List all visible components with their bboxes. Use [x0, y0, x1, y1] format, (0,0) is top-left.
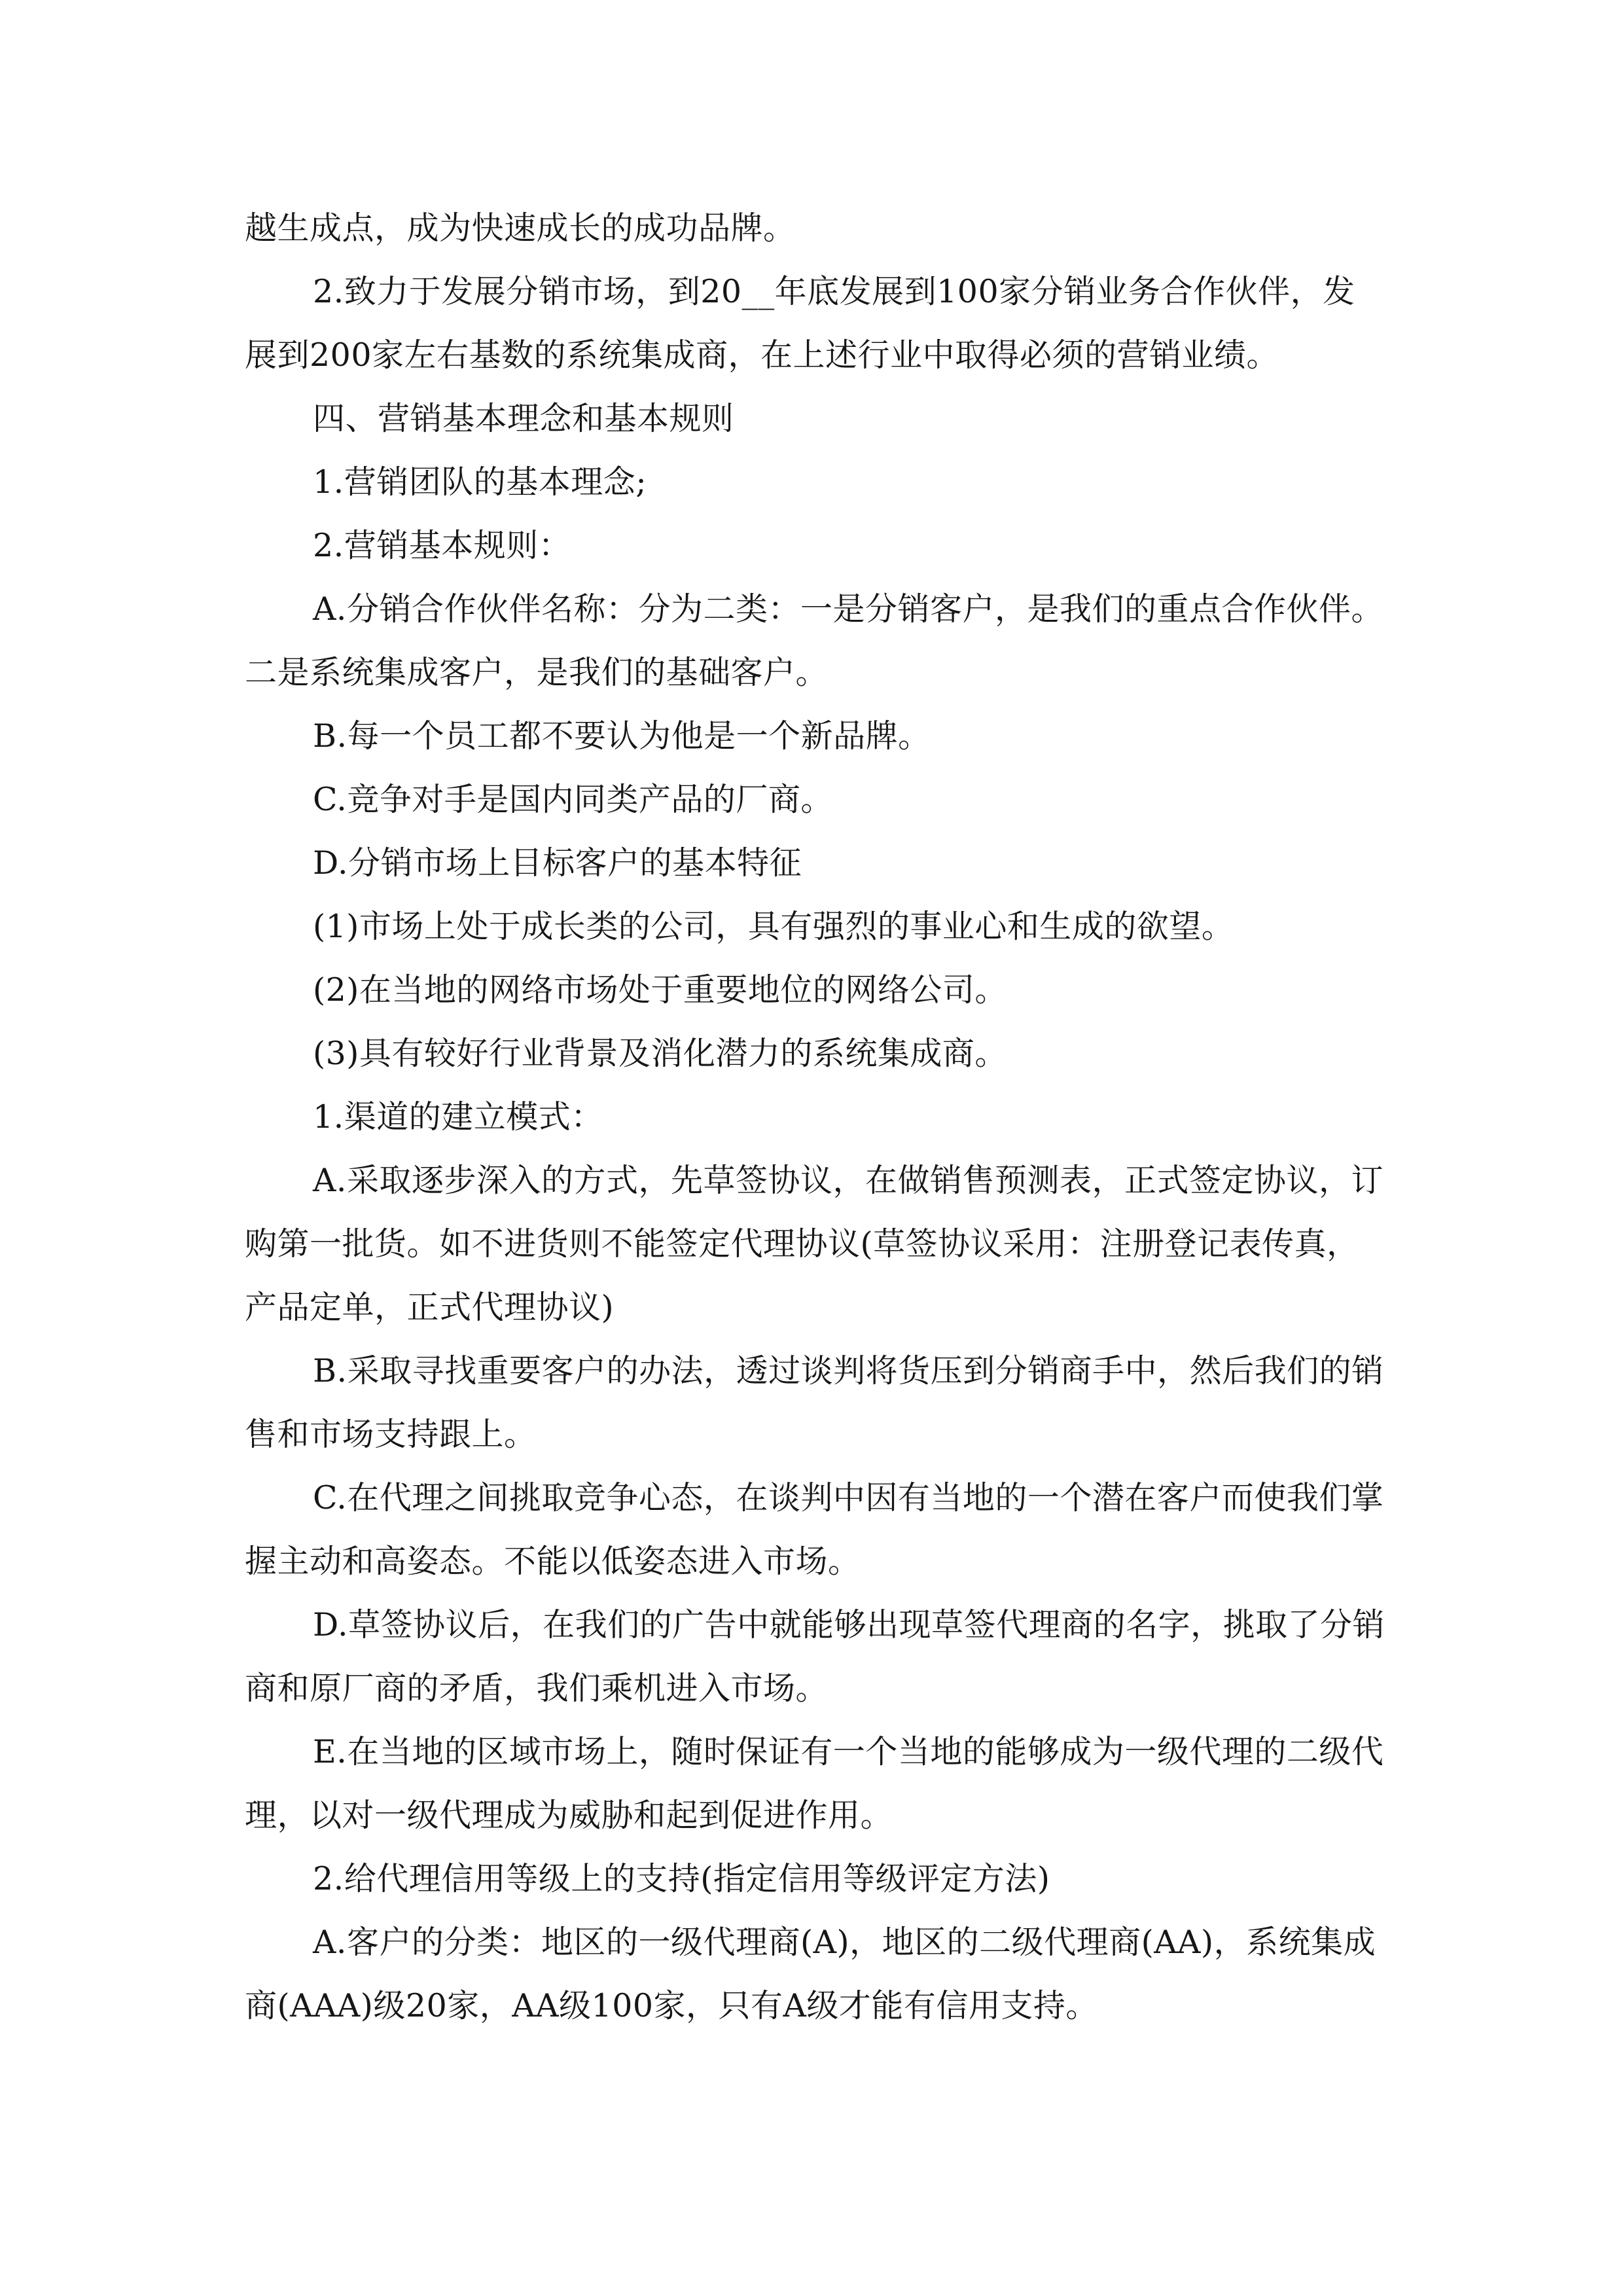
text-line: D.草签协议后，在我们的广告中就能够出现草签代理商的名字，挑取了分销 — [313, 1606, 1385, 1643]
text-line: A.分销合作伙伴名称：分为二类：一是分销客户，是我们的重点合作伙伴。 — [313, 590, 1383, 628]
text-line: 理，以对一级代理成为威胁和起到促进作用。 — [245, 1797, 893, 1834]
text-line: E.在当地的区域市场上，随时保证有一个当地的能够成为一级代理的二级代 — [313, 1733, 1384, 1770]
text-line: (3)具有较好行业背景及消化潜力的系统集成商。 — [313, 1035, 1007, 1072]
text-line: C.在代理之间挑取竞争心态，在谈判中因有当地的一个潜在客户而使我们掌 — [313, 1479, 1384, 1516]
text-line: 1.营销团队的基本理念; — [313, 463, 647, 501]
text-line: 握主动和高姿态。不能以低姿态进入市场。 — [245, 1543, 861, 1580]
text-line: 购第一批货。如不进货则不能签定代理协议(草签协议采用：注册登记表传真， — [245, 1225, 1359, 1263]
text-line: 展到200家左右基数的系统集成商，在上述行业中取得必须的营销业绩。 — [245, 336, 1279, 374]
text-line: 2.给代理信用等级上的支持(指定信用等级评定方法) — [313, 1860, 1050, 1897]
text-line: (1)市场上处于成长类的公司，具有强烈的事业心和生成的欲望。 — [313, 908, 1234, 945]
text-line: (2)在当地的网络市场处于重要地位的网络公司。 — [313, 971, 1007, 1009]
text-line: 二是系统集成客户，是我们的基础客户。 — [245, 654, 829, 691]
text-line: 售和市场支持跟上。 — [245, 1416, 537, 1453]
text-line: B.采取寻找重要客户的办法，透过谈判将货压到分销商手中，然后我们的销 — [313, 1352, 1384, 1390]
text-line: 2.致力于发展分销市场，到20__年底发展到100家分销业务合作伙伴，发 — [313, 273, 1355, 310]
text-line: C.竞争对手是国内同类产品的厂商。 — [313, 781, 833, 818]
text-line: A.采取逐步深入的方式，先草签协议，在做销售预测表，正式签定协议，订 — [313, 1162, 1383, 1199]
text-line: 商和原厂商的矛盾，我们乘机进入市场。 — [245, 1670, 829, 1707]
text-line: 2.营销基本规则： — [313, 527, 571, 564]
text-line: A.客户的分类：地区的一级代理商(A)，地区的二级代理商(AA)，系统集成 — [313, 1924, 1376, 1961]
text-line: 1.渠道的建立模式： — [313, 1098, 603, 1136]
text-line: 四、营销基本理念和基本规则 — [313, 400, 734, 437]
document-body — [245, 196, 1397, 2037]
text-line: 越生成点，成为快速成长的成功品牌。 — [245, 209, 796, 247]
text-line: B.每一个员工都不要认为他是一个新品牌。 — [313, 717, 931, 755]
text-line: D.分销市场上目标客户的基本特征 — [313, 844, 802, 882]
text-line: 商(AAA)级20家，AA级100家，只有A级才能有信用支持。 — [245, 1987, 1098, 2024]
text-line: 产品定单，正式代理协议) — [245, 1289, 615, 1326]
